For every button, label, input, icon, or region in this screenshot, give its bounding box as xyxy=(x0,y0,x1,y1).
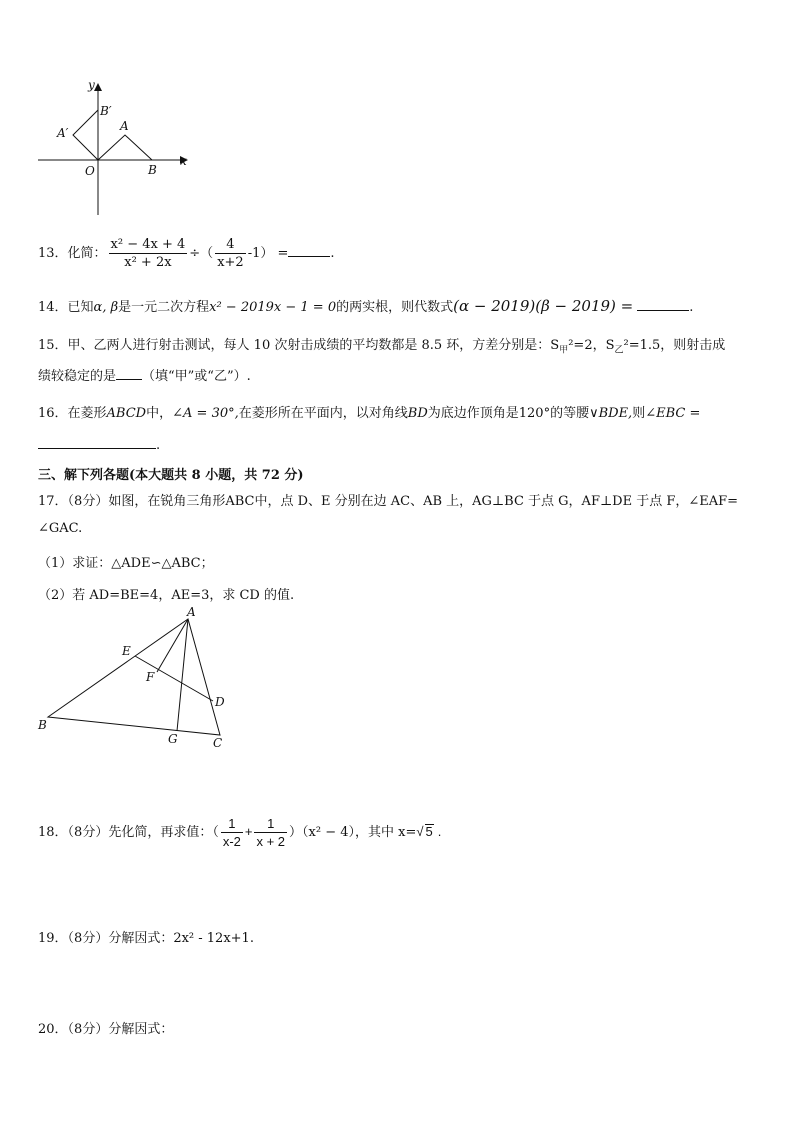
q14-answer-blank[interactable] xyxy=(637,298,689,311)
question-17-part-1: （1）求证：△ADE∽△ABC； xyxy=(38,556,214,571)
fig2-label-C: C xyxy=(213,736,223,750)
label-O: O xyxy=(85,164,95,178)
triangle-ABC xyxy=(48,619,220,735)
q13-answer-blank[interactable] xyxy=(288,244,330,257)
fig2-label-D: D xyxy=(215,695,225,709)
q13-inner-numerator: 4 xyxy=(215,236,246,254)
question-17-line-1: 17．（8分）如图，在锐角三角形ABC中，点 D、E 分别在边 AC、AB 上，AG⊥BC 于点 G，AF⊥DE 于点 F，∠EAF= xyxy=(38,494,739,509)
q18-mid: ）（x² − 4），其中 x= xyxy=(289,824,417,840)
fig2-label-F: F xyxy=(146,670,155,684)
question-15-line-2 xyxy=(38,365,251,384)
coordinate-figure xyxy=(30,75,200,225)
q14-equation: x² − 2019x − 1 = 0 xyxy=(209,300,337,315)
question-16 xyxy=(38,402,700,421)
q14-mid: 是一元二次方程 xyxy=(118,300,210,315)
question-20: 20．（8分）分解因式： xyxy=(38,1022,174,1037)
q18-f1-num: 1 xyxy=(221,815,243,833)
segment-OA'B' xyxy=(73,110,98,160)
q13-div: ÷（ xyxy=(189,246,214,261)
triangle-figure xyxy=(30,605,240,755)
q15-text-c: ²=1.5，则射击成 xyxy=(623,338,726,353)
segment-OAB xyxy=(98,135,152,160)
question-17-line-2: ∠GAC. xyxy=(38,521,83,536)
q15-text-b: ²=2，S xyxy=(568,338,615,353)
q16-text-1: 16．在菱形 xyxy=(38,406,107,421)
label-B-prime: B′ xyxy=(100,104,112,118)
label-x: x xyxy=(180,154,187,168)
q16-text-2: 中， xyxy=(146,406,173,421)
q16-text-3: 在菱形所在平面内，以对角线 xyxy=(238,406,408,421)
q13-inner-fraction xyxy=(215,236,246,271)
q14-mid2: 的两实根，则代数式 xyxy=(336,300,454,315)
q18-f2-den: x + 2 xyxy=(256,834,286,849)
q14-end: . xyxy=(689,300,694,315)
q16-end: . xyxy=(156,438,161,453)
question-13 xyxy=(38,236,335,271)
question-16-line-2 xyxy=(38,436,160,453)
section-3-title: 三、解下列各题(本大题共 8 小题，共 72 分) xyxy=(38,468,304,483)
q18-sqrt-sign: √ xyxy=(416,823,424,839)
q15-sub-yi: 乙 xyxy=(614,345,624,356)
question-15-line-1 xyxy=(38,334,725,356)
question-17-part-2: （2）若 AD=BE=4，AE=3，求 CD 的值. xyxy=(38,588,295,603)
q16-text-4: 为底边作顶角是120°的等腰 xyxy=(427,406,590,421)
question-14 xyxy=(38,296,693,315)
q14-expression: (α − 2019)(β − 2019) = xyxy=(453,297,634,315)
fig2-label-B: B xyxy=(38,718,47,732)
q16-angle: ∠A = 30°, xyxy=(172,406,239,421)
label-B: B xyxy=(148,163,157,177)
label-A-prime: A′ xyxy=(57,126,69,140)
q13-inner-denominator: x+2 xyxy=(217,255,244,270)
label-y: y xyxy=(88,78,95,92)
label-A: A xyxy=(120,119,129,133)
q13-tail: -1） = xyxy=(247,246,289,261)
y-axis-arrow xyxy=(94,83,102,91)
q18-plus: + xyxy=(244,823,253,839)
q13-denominator: x² + 2x xyxy=(124,255,172,270)
q18-prefix: 18．（8分）先化简，再求值：（ xyxy=(38,824,219,840)
q15-text-a: 15．甲、乙两人进行射击测试，每人 10 次射击成绩的平均数都是 8.5 环，方差分别是：S xyxy=(38,338,560,353)
q18-end: . xyxy=(437,823,442,839)
q16-text-5: 则 xyxy=(632,406,646,421)
q16-abcd: ABCD xyxy=(106,406,147,421)
q15-sub-jia: 甲 xyxy=(559,345,569,356)
question-18 xyxy=(38,815,441,850)
q16-answer-blank[interactable] xyxy=(38,436,156,449)
q15-line2-a: 绩较稳定的是 xyxy=(38,369,117,384)
fig2-label-A: A xyxy=(187,605,196,619)
fig2-label-E: E xyxy=(122,644,131,658)
q14-vars: α, β xyxy=(93,300,119,315)
q13-number: 13．化简： xyxy=(38,246,107,261)
q18-fraction-1 xyxy=(221,815,243,850)
q13-end: . xyxy=(330,246,335,261)
q18-f1-den: x-2 xyxy=(222,834,241,849)
q13-numerator: x² − 4x + 4 xyxy=(110,237,186,252)
q18-f2-num: 1 xyxy=(254,815,287,833)
question-19: 19．（8分）分解因式：2x² - 12x+1. xyxy=(38,931,254,946)
q13-fraction xyxy=(109,236,188,271)
q16-triangle: ∨BDE, xyxy=(589,406,633,421)
q14-prefix: 14．已知 xyxy=(38,300,94,315)
fig2-label-G: G xyxy=(168,732,178,746)
q16-ebc: ∠EBC = xyxy=(645,406,701,421)
q15-line2-b: （填“甲”或“乙”）. xyxy=(142,369,251,384)
q18-fraction-2 xyxy=(254,815,287,850)
q18-sqrt-arg: 5 xyxy=(425,823,433,839)
q16-bd: BD xyxy=(407,406,428,421)
q15-answer-blank[interactable] xyxy=(116,367,142,380)
